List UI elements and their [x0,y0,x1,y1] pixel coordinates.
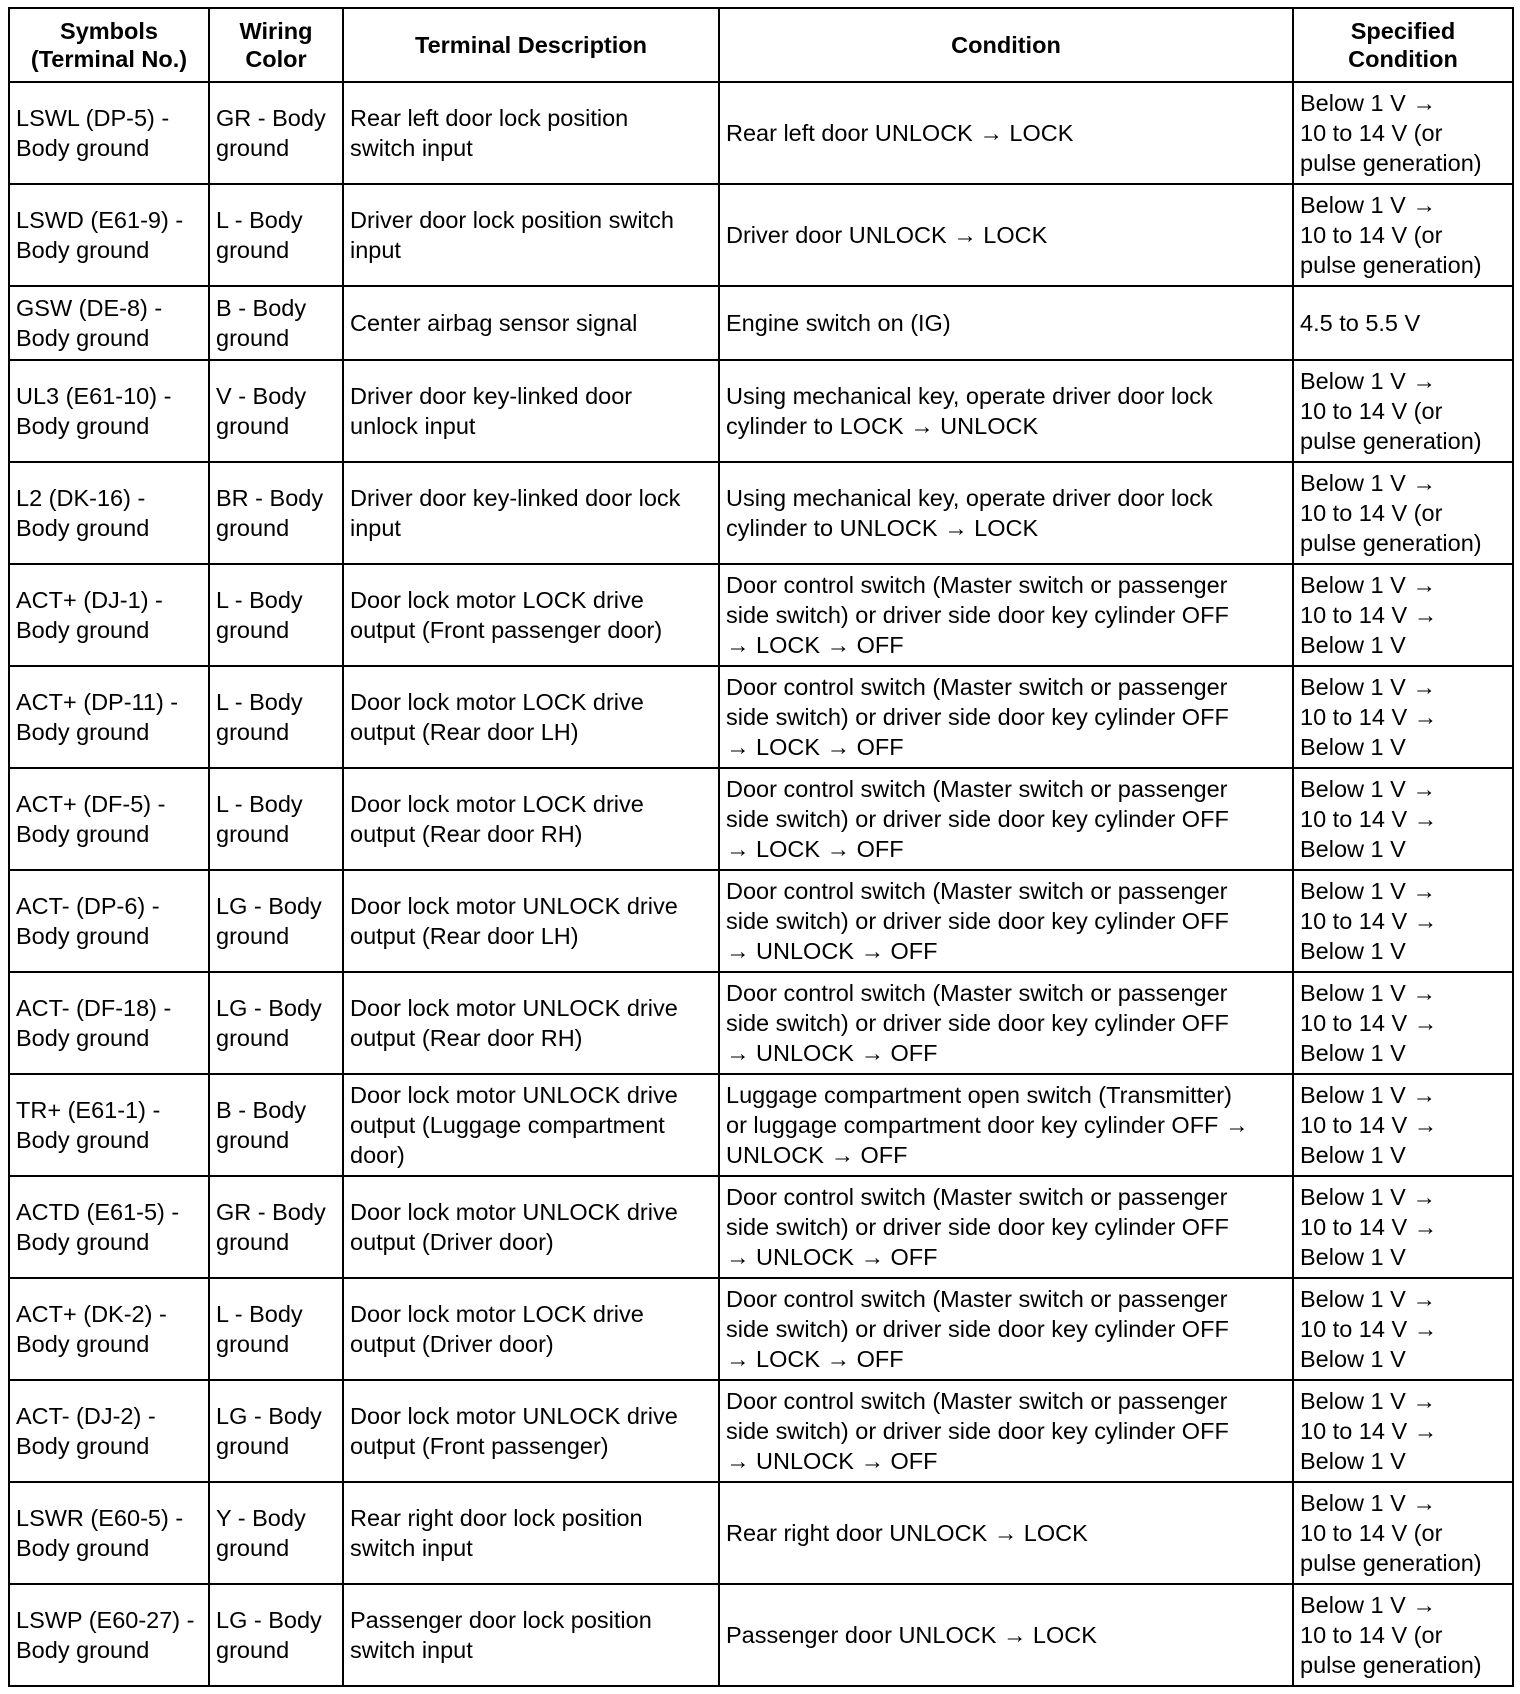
terminal-spec-table [8,7,1514,1687]
header-specified-condition [1293,8,1513,82]
wiring-color-cell: B - Body ground [209,1074,343,1176]
specified-condition-cell: Below 1 V → 10 to 14 V (or pulse generation) [1293,1482,1513,1584]
table-row [9,1278,1513,1380]
specified-condition-cell: Below 1 V → 10 to 14 V (or pulse generation) [1293,1584,1513,1686]
header-symbols-text: Symbols (Terminal No.) [30,18,188,72]
table-row [9,1074,1513,1176]
table-row [9,462,1513,564]
symbol-cell: LSWD (E61-9) - Body ground [9,184,209,286]
header-specified-text: Specified Condition [1348,18,1458,72]
specified-condition-cell: Below 1 V → 10 to 14 V → Below 1 V [1293,972,1513,1074]
condition-cell: Using mechanical key, operate driver door lock cylinder to UNLOCK → LOCK [719,462,1293,564]
condition-cell: Door control switch (Master switch or passenger side switch) or driver side door key cylinder OFF → LOCK → OFF [719,666,1293,768]
specified-condition-cell: Below 1 V → 10 to 14 V → Below 1 V [1293,768,1513,870]
table-row [9,768,1513,870]
terminal-description-cell: Door lock motor UNLOCK drive output (Front passenger) [343,1380,719,1482]
table-row [9,564,1513,666]
condition-cell: Door control switch (Master switch or passenger side switch) or driver side door key cylinder OFF → UNLOCK → OFF [719,870,1293,972]
symbol-cell: ACTD (E61-5) - Body ground [9,1176,209,1278]
condition-cell: Door control switch (Master switch or passenger side switch) or driver side door key cylinder OFF → UNLOCK → OFF [719,972,1293,1074]
wiring-color-cell: LG - Body ground [209,1380,343,1482]
header-wiring-text: Wiring Color [239,18,313,72]
terminal-description-cell: Door lock motor UNLOCK drive output (Luggage compartment door) [343,1074,719,1176]
wiring-color-cell: L - Body ground [209,564,343,666]
condition-cell: Driver door UNLOCK → LOCK [719,184,1293,286]
symbol-cell: ACT- (DP-6) - Body ground [9,870,209,972]
symbol-cell: ACT- (DJ-2) - Body ground [9,1380,209,1482]
header-description-text: Terminal Description [414,32,647,58]
symbol-cell: UL3 (E61-10) - Body ground [9,360,209,462]
symbol-cell: LSWP (E60-27) - Body ground [9,1584,209,1686]
terminal-description-cell: Door lock motor LOCK drive output (Front passenger door) [343,564,719,666]
table-row [9,360,1513,462]
wiring-color-cell: GR - Body ground [209,1176,343,1278]
table-row [9,1584,1513,1686]
terminal-description-cell: Driver door key-linked door lock input [343,462,719,564]
table-row [9,666,1513,768]
header-terminal-description [343,8,719,82]
symbol-cell: L2 (DK-16) - Body ground [9,462,209,564]
specified-condition-cell: Below 1 V → 10 to 14 V → Below 1 V [1293,1278,1513,1380]
specified-condition-cell: Below 1 V → 10 to 14 V (or pulse generation) [1293,462,1513,564]
terminal-description-cell: Door lock motor LOCK drive output (Rear door LH) [343,666,719,768]
terminal-description-cell: Driver door key-linked door unlock input [343,360,719,462]
header-wiring-color [209,8,343,82]
condition-cell: Luggage compartment open switch (Transmitter) or luggage compartment door key cylinder OFF → UNLOCK → OFF [719,1074,1293,1176]
condition-cell: Passenger door UNLOCK → LOCK [719,1584,1293,1686]
condition-cell: Door control switch (Master switch or passenger side switch) or driver side door key cylinder OFF → UNLOCK → OFF [719,1380,1293,1482]
header-condition [719,8,1293,82]
symbol-cell: ACT+ (DF-5) - Body ground [9,768,209,870]
terminal-description-cell: Door lock motor LOCK drive output (Driver door) [343,1278,719,1380]
terminal-description-cell: Door lock motor LOCK drive output (Rear door RH) [343,768,719,870]
header-row [9,8,1513,82]
wiring-color-cell: LG - Body ground [209,1584,343,1686]
condition-cell: Door control switch (Master switch or passenger side switch) or driver side door key cylinder OFF → UNLOCK → OFF [719,1176,1293,1278]
symbol-cell: ACT+ (DP-11) - Body ground [9,666,209,768]
condition-cell: Using mechanical key, operate driver door lock cylinder to LOCK → UNLOCK [719,360,1293,462]
table-row [9,1380,1513,1482]
specified-condition-cell: Below 1 V → 10 to 14 V → Below 1 V [1293,1176,1513,1278]
specified-condition-cell: Below 1 V → 10 to 14 V → Below 1 V [1293,564,1513,666]
specified-condition-cell: Below 1 V → 10 to 14 V (or pulse generation) [1293,184,1513,286]
symbol-cell: LSWR (E60-5) - Body ground [9,1482,209,1584]
specified-condition-cell: Below 1 V → 10 to 14 V → Below 1 V [1293,1074,1513,1176]
specified-condition-cell: 4.5 to 5.5 V [1293,286,1513,360]
wiring-color-cell: L - Body ground [209,184,343,286]
wiring-color-cell: B - Body ground [209,286,343,360]
wiring-color-cell: Y - Body ground [209,1482,343,1584]
condition-cell: Rear left door UNLOCK → LOCK [719,82,1293,184]
symbol-cell: ACT- (DF-18) - Body ground [9,972,209,1074]
terminal-description-cell: Door lock motor UNLOCK drive output (Rear door RH) [343,972,719,1074]
specified-condition-cell: Below 1 V → 10 to 14 V → Below 1 V [1293,666,1513,768]
header-condition-text: Condition [951,32,1061,58]
table-row [9,972,1513,1074]
symbol-cell: ACT+ (DK-2) - Body ground [9,1278,209,1380]
condition-cell: Door control switch (Master switch or passenger side switch) or driver side door key cylinder OFF → LOCK → OFF [719,1278,1293,1380]
table-row [9,1176,1513,1278]
terminal-description-cell: Door lock motor UNLOCK drive output (Rear door LH) [343,870,719,972]
condition-cell: Door control switch (Master switch or passenger side switch) or driver side door key cylinder OFF → LOCK → OFF [719,564,1293,666]
table-row [9,1482,1513,1584]
table-body [9,82,1513,1686]
terminal-description-cell: Driver door lock position switch input [343,184,719,286]
symbol-cell: LSWL (DP-5) - Body ground [9,82,209,184]
wiring-color-cell: LG - Body ground [209,972,343,1074]
wiring-color-cell: BR - Body ground [209,462,343,564]
wiring-color-cell: L - Body ground [209,666,343,768]
table-row [9,82,1513,184]
specified-condition-cell: Below 1 V → 10 to 14 V (or pulse generation) [1293,360,1513,462]
specified-condition-cell: Below 1 V → 10 to 14 V (or pulse generation) [1293,82,1513,184]
table-row [9,870,1513,972]
wiring-color-cell: L - Body ground [209,768,343,870]
specified-condition-cell: Below 1 V → 10 to 14 V → Below 1 V [1293,1380,1513,1482]
condition-cell: Rear right door UNLOCK → LOCK [719,1482,1293,1584]
terminal-description-cell: Door lock motor UNLOCK drive output (Driver door) [343,1176,719,1278]
terminal-description-cell: Passenger door lock position switch input [343,1584,719,1686]
condition-cell: Engine switch on (IG) [719,286,1293,360]
terminal-description-cell: Rear left door lock position switch input [343,82,719,184]
terminal-description-cell: Rear right door lock position switch input [343,1482,719,1584]
header-symbols [9,8,209,82]
wiring-color-cell: V - Body ground [209,360,343,462]
terminal-description-cell: Center airbag sensor signal [343,286,719,360]
wiring-color-cell: L - Body ground [209,1278,343,1380]
wiring-color-cell: LG - Body ground [209,870,343,972]
symbol-cell: TR+ (E61-1) - Body ground [9,1074,209,1176]
table-row [9,286,1513,360]
symbol-cell: ACT+ (DJ-1) - Body ground [9,564,209,666]
symbol-cell: GSW (DE-8) - Body ground [9,286,209,360]
table-row [9,184,1513,286]
wiring-color-cell: GR - Body ground [209,82,343,184]
specified-condition-cell: Below 1 V → 10 to 14 V → Below 1 V [1293,870,1513,972]
condition-cell: Door control switch (Master switch or passenger side switch) or driver side door key cylinder OFF → LOCK → OFF [719,768,1293,870]
